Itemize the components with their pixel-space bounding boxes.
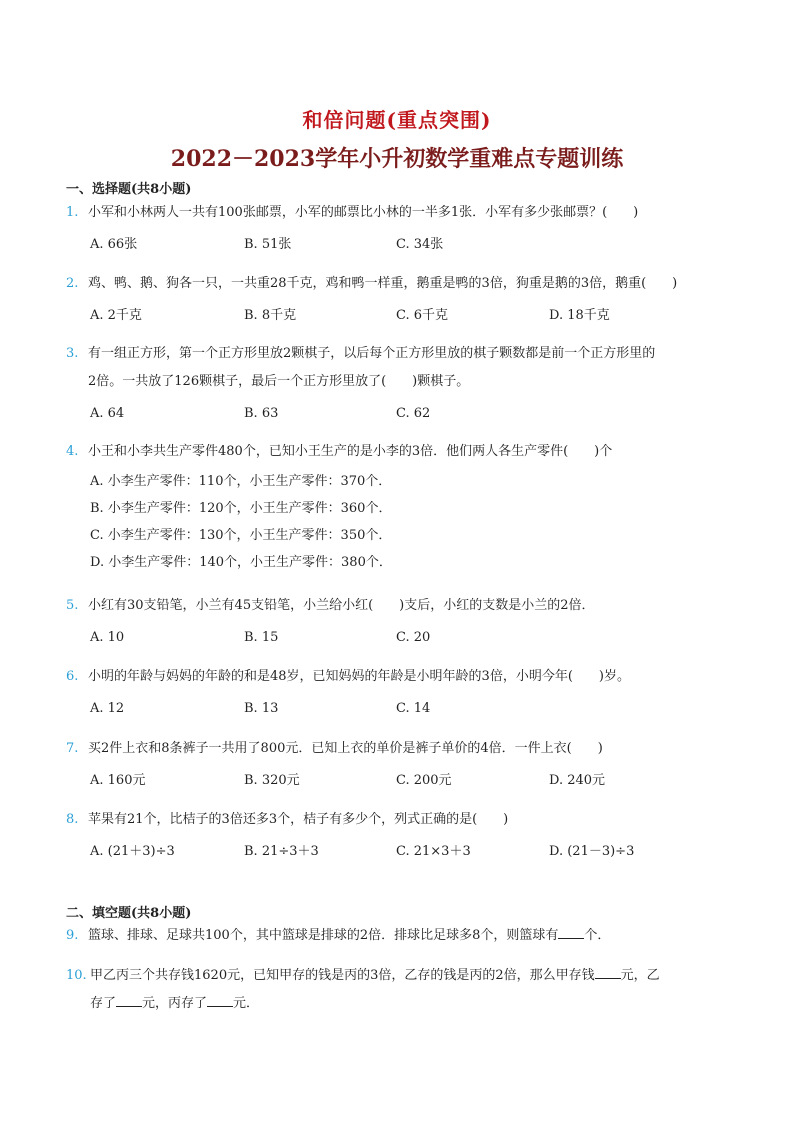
question-4 [66,438,734,576]
question-text: 小明的年龄与妈妈的年龄的和是48岁，已知妈妈的年龄是小明年龄的3倍，小明今年( )岁。 [88,669,630,684]
question-text-mid2: 元，丙存了 [142,996,208,1011]
option-c[interactable]: C. 20 [396,630,431,645]
question-number: 1. [66,205,79,220]
option-c[interactable]: C. 小李生产零件：130个，小王生产零件：350个． [90,528,392,543]
option-c[interactable]: C. 62 [396,406,431,421]
answer-blank[interactable] [558,925,584,939]
question-10 [66,962,734,1018]
options [66,400,734,428]
question-text-mid: 元，乙 [620,968,660,983]
section-heading-fill: 二、填空题(共8小题) [66,906,192,921]
options [66,624,734,652]
option-d[interactable]: D. 18千克 [549,308,610,323]
options [66,231,734,259]
question-text: 小王和小李共生产零件480个，已知小王生产的是小李的3倍．他们两人各生产零件( )个 [88,444,613,459]
option-c[interactable]: C. 34张 [396,237,444,252]
option-a[interactable]: A. (21＋3)÷3 [90,844,175,859]
question-text-end: 个． [584,928,611,943]
answer-blank-jia[interactable] [595,965,621,979]
option-b[interactable]: B. 13 [244,701,279,716]
question-text-continued: 2倍。一共放了126颗棋子，最后一个正方形里放了( )颗棋子。 [88,374,470,389]
question-1 [66,199,734,259]
option-b[interactable]: B. 小李生产零件：120个，小王生产零件：360个． [90,501,392,516]
question-7 [66,735,734,795]
question-text: 买2件上衣和8条裤子一共用了800元．已知上衣的单价是裤子单价的4倍．一件上衣( ) [88,741,603,756]
option-a[interactable]: A. 12 [90,701,125,716]
section-heading-choice: 一、选择题(共8小题) [66,182,192,197]
option-d[interactable]: D. 240元 [549,773,606,788]
question-text-continued: 存了 [90,996,117,1011]
option-b[interactable]: B. 8千克 [244,308,297,323]
option-a[interactable]: A. 2千克 [90,308,142,323]
page-title: 和倍问题(重点突围) [302,108,492,132]
options [66,838,734,866]
question-8 [66,806,734,866]
option-d[interactable]: D. 小李生产零件：140个，小王生产零件：380个． [90,555,392,570]
answer-blank-yi[interactable] [116,993,142,1007]
option-b[interactable]: B. 15 [244,630,279,645]
option-d[interactable]: D. (21－3)÷3 [549,844,635,859]
option-a[interactable]: A. 小李生产零件：110个，小王生产零件：370个． [90,474,392,489]
question-number: 8. [66,812,79,827]
option-c[interactable]: C. 14 [396,701,431,716]
options [66,302,734,330]
option-b[interactable]: B. 63 [244,406,279,421]
question-text: 鸡、鸭、鹅、狗各一只，一共重28千克，鸡和鸭一样重，鹅重是鸭的3倍，狗重是鹅的3倍，鹅重( ) [88,276,678,291]
option-a[interactable]: A. 64 [90,406,125,421]
question-number: 2. [66,276,79,291]
option-a[interactable]: A. 10 [90,630,125,645]
question-6 [66,663,734,723]
option-a[interactable]: A. 66张 [90,237,138,252]
question-number: 5. [66,598,79,613]
question-number: 3. [66,346,79,361]
question-9 [66,922,734,950]
page-subtitle: 2022－2023学年小升初数学重难点专题训练 [170,146,624,172]
question-text: 甲乙丙三个共存钱1620元，已知甲存的钱是丙的3倍，乙存的钱是丙的2倍，那么甲存钱 [90,968,595,983]
question-text-end: 元． [233,996,260,1011]
question-text: 有一组正方形，第一个正方形里放2颗棋子，以后每个正方形里放的棋子颗数都是前一个正方形里的 [88,346,656,361]
question-text: 小红有30支铅笔，小兰有45支铅笔，小兰给小红( )支后，小红的支数是小兰的2倍． [88,598,595,613]
option-c[interactable]: C. 21×3＋3 [396,844,471,859]
option-a[interactable]: A. 160元 [90,773,146,788]
option-b[interactable]: B. 51张 [244,237,292,252]
question-number: 10. [66,968,87,983]
question-text: 篮球、排球、足球共100个，其中篮球是排球的2倍．排球比足球多8个，则篮球有 [88,928,559,943]
option-c[interactable]: C. 6千克 [396,308,449,323]
answer-blank-bing[interactable] [207,993,233,1007]
question-5 [66,592,734,652]
option-b[interactable]: B. 21÷3＋3 [244,844,319,859]
options-list [66,468,734,576]
option-c[interactable]: C. 200元 [396,773,452,788]
question-2 [66,270,734,330]
question-number: 4. [66,444,79,459]
question-text: 小军和小林两人一共有100张邮票，小军的邮票比小林的一半多1张．小军有多少张邮票？( ) [88,205,639,220]
options [66,767,734,795]
question-number: 6. [66,669,79,684]
question-number: 7. [66,741,79,756]
option-b[interactable]: B. 320元 [244,773,300,788]
question-number: 9. [66,928,79,943]
question-3 [66,340,734,428]
options [66,695,734,723]
question-text: 苹果有21个，比桔子的3倍还多3个，桔子有多少个，列式正确的是( ) [88,812,509,827]
